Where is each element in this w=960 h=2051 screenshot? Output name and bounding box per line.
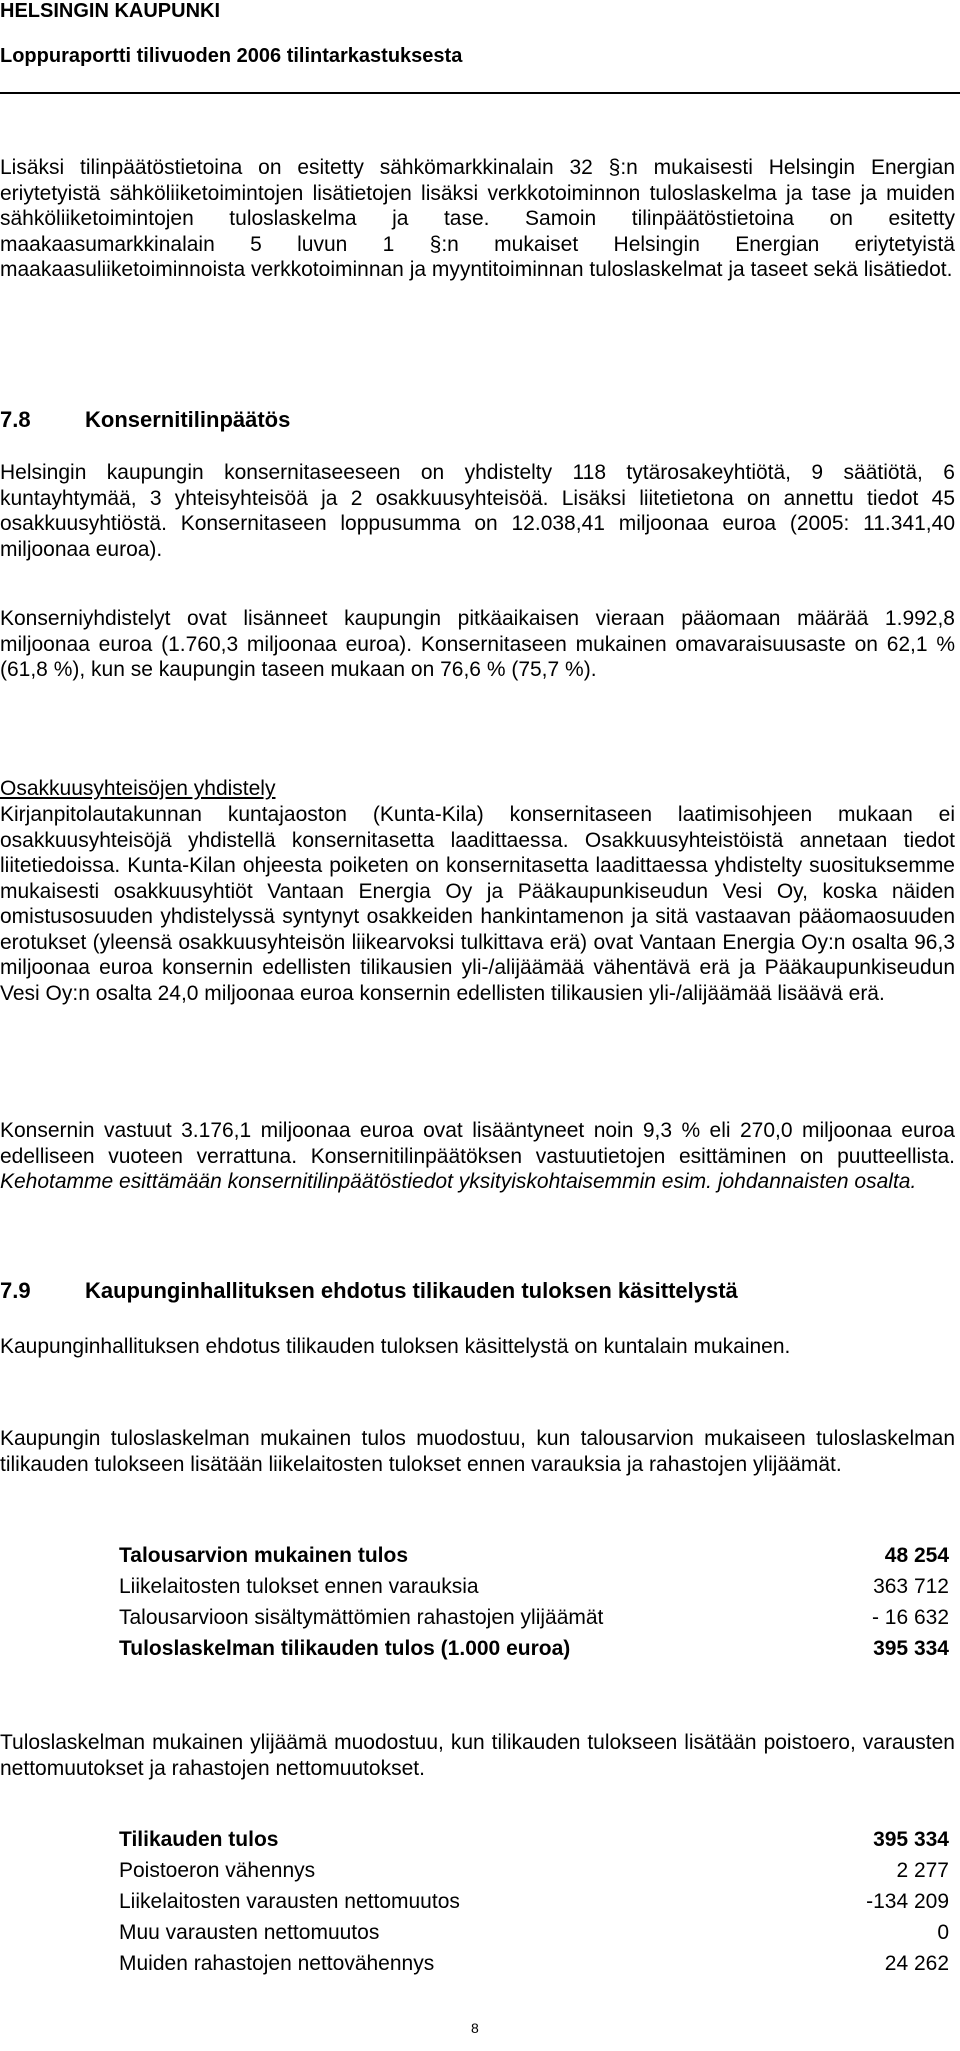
row-label: Liikelaitosten varausten nettomuutos <box>119 1890 460 1913</box>
table-row <box>119 1599 949 1630</box>
row-value: 395 334 <box>873 1828 949 1851</box>
document-org-header: HELSINGIN KAUPUNKI <box>0 0 221 22</box>
table-row <box>119 1852 949 1883</box>
row-value: 24 262 <box>884 1952 949 1975</box>
result-table <box>119 1537 949 1661</box>
row-label: Poistoeron vähennys <box>119 1859 316 1882</box>
row-value: 0 <box>937 1921 949 1944</box>
row-label: Talousarvioon sisältymättömien rahastojen ylijäämät <box>119 1606 604 1629</box>
subheading-associates: Osakkuusyhteisöjen yhdistely <box>0 777 276 800</box>
table-row <box>119 1945 949 1976</box>
commitments-recommendation: Kehotamme esittämään konsernitilinpäätöstiedot yksityiskohtaisemmin esim. johdannaisten osalta. <box>0 1170 917 1193</box>
row-label: Liikelaitosten tulokset ennen varauksia <box>119 1575 479 1598</box>
section-heading-7-8 <box>0 407 290 433</box>
paragraph-unbundling: Lisäksi tilinpäätöstietoina on esitetty sähkömarkkinalain 32 §:n mukaisesti Helsingin Energian eriytetyistä sähköliiketoimintojen lisätietojen lisäksi verkkotoiminnon tuloslaskelma ja tase ja muiden sähköliiketoimintojen tuloslaskelma ja tase. Samoin tilinpäätöstietoina on esitetty maakaasumarkkinalain 5 luvun 1 §:n mukaiset Helsingin Energian eriytetyistä maakaasuliiketoiminnoista verkkotoiminnan ja myyntitoiminnan tuloslaskelmat ja taseet sekä lisätiedot. <box>0 156 955 281</box>
surplus-table <box>119 1821 949 1976</box>
section-number: 7.8 <box>0 407 31 432</box>
table-row <box>119 1883 949 1914</box>
commitments-text: Konsernin vastuut 3.176,1 miljoonaa euroa ovat lisääntyneet noin 9,3 % eli 270,0 miljoonaa euroa edelliseen vuoteen verrattuna. Konsernitilinpäätöksen vastuutietojen esittäminen on puutteellista. <box>0 1119 955 1168</box>
row-label: Talousarvion mukainen tulos <box>119 1544 408 1567</box>
section-title: Konsernitilinpäätös <box>85 407 291 432</box>
paragraph-commitments <box>0 1118 955 1195</box>
paragraph-proposal: Kaupunginhallituksen ehdotus tilikauden tuloksen käsittelystä on kuntalain mukainen. <box>0 1335 791 1358</box>
paragraph-group-liabilities: Konserniyhdistelyt ovat lisänneet kaupungin pitkäaikaisen vieraan pääomaan määrää 1.992,8 miljoonaa euroa (1.760,3 miljoonaa euroa). Konsernitaseen mukainen omavaraisuusaste on 62,1 % (61,8 %), kun se kaupungin taseen mukaan on 76,6 % (75,7 %). <box>0 607 955 681</box>
document-report-title: Loppuraportti tilivuoden 2006 tilintarkastuksesta <box>0 45 463 67</box>
section-heading-7-9 <box>0 1278 738 1304</box>
paragraph-associates: Kirjanpitolautakunnan kuntajaoston (Kunta-Kila) konsernitaseen laatimisohjeen mukaan ei osakkuusyhteisöjä yhdistellä konsernitasetta laadittaessa. Osakkuusyhteistöistä annetaan tiedot liitetiedoissa. Kunta-Kilan ohjeesta poiketen on konsernitasetta laadittaessa yhdistelty suosituksemme mukaisesti osakkuusyhtiöt Vantaan Energia Oy ja Pääkaupunkiseudun Vesi Oy, koska näiden omistusosuuden yhdistelyssä syntynyt osakkeiden hankintamenon ja sitä vastaavan pääomaosuuden erotukset (yleensä osakkuusyhteisön liikearvoksi tulkittava erä) ovat Vantaan Energia Oy:n osalta 96,3 miljoonaa euroa konsernin edellisten tilikausien yli-/alijäämää vähentävä erä ja Pääkaupunkiseudun Vesi Oy:n osalta 24,0 miljoonaa euroa konsernin edellisten tilikausien yli-/alijäämää lisäävä erä. <box>0 803 955 1005</box>
paragraph-result-composition: Kaupungin tuloslaskelman mukainen tulos muodostuu, kun talousarvion mukaiseen tuloslaskelman tilikauden tulokseen lisätään liikelaitosten tulokset ennen varauksia ja rahastojen ylijäämät. <box>0 1427 955 1476</box>
table-row <box>119 1821 949 1852</box>
row-value: 363 712 <box>873 1575 949 1598</box>
table-row <box>119 1914 949 1945</box>
row-value: 2 277 <box>896 1859 949 1882</box>
row-value: -134 209 <box>866 1890 949 1913</box>
paragraph-surplus-composition: Tuloslaskelman mukainen ylijäämä muodostuu, kun tilikauden tulokseen lisätään poistoero, varausten nettomuutokset ja rahastojen nettomuutokset. <box>0 1731 955 1780</box>
table-row <box>119 1537 949 1568</box>
row-label: Muu varausten nettomuutos <box>119 1921 380 1944</box>
table-row <box>119 1630 949 1661</box>
row-value: 395 334 <box>873 1637 949 1660</box>
section-title: Kaupunginhallituksen ehdotus tilikauden tuloksen käsittelystä <box>85 1278 738 1303</box>
row-label: Tuloslaskelman tilikauden tulos (1.000 euroa) <box>119 1637 571 1660</box>
header-divider <box>0 92 960 94</box>
paragraph-group-structure: Helsingin kaupungin konsernitaseeseen on yhdistelty 118 tytärosakeyhtiötä, 9 säätiötä, 6 kuntayhtymää, 3 yhteisyhteisöä ja 2 osakkuusyhteisöä. Lisäksi liitetietona on annettu tiedot 45 osakkuusyhtiöstä. Konsernitaseen loppusumma on 12.038,41 miljoonaa euroa (2005: 11.341,40 miljoonaa euroa). <box>0 461 955 561</box>
row-value: - 16 632 <box>871 1606 949 1629</box>
section-number: 7.9 <box>0 1278 31 1303</box>
page-number: 8 <box>471 2020 479 2036</box>
row-value: 48 254 <box>884 1544 949 1567</box>
row-label: Tilikauden tulos <box>119 1828 279 1851</box>
table-row <box>119 1568 949 1599</box>
row-label: Muiden rahastojen nettovähennys <box>119 1952 435 1975</box>
